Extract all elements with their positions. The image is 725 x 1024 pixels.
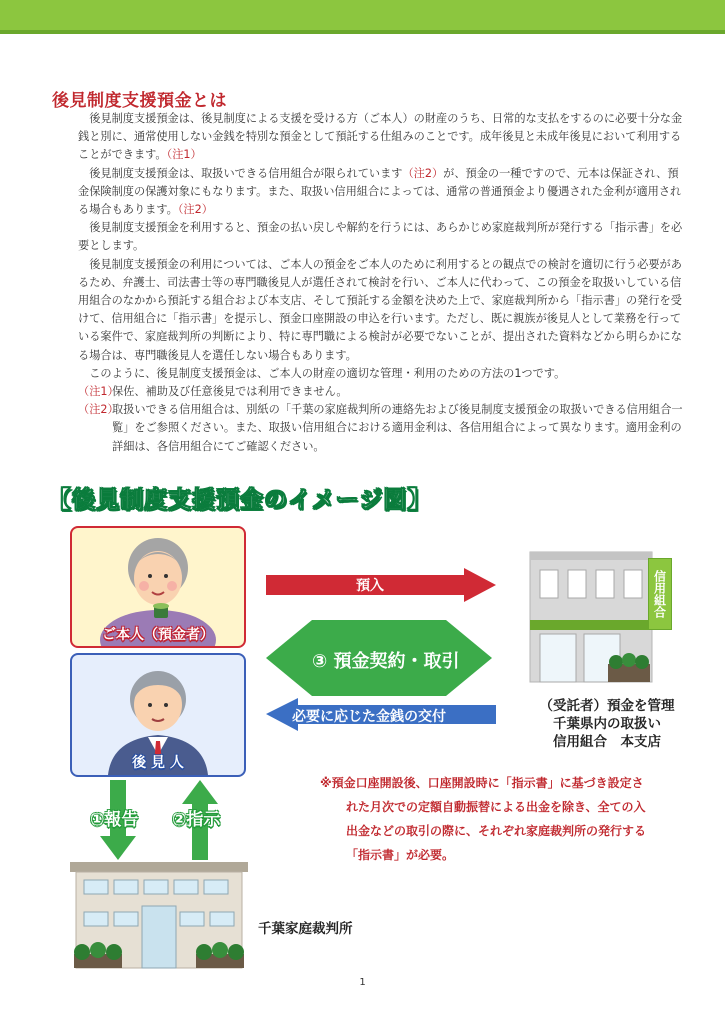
- court-caption: 千葉家庭裁判所: [258, 921, 353, 937]
- paragraph-1: 後見制度支援預金は、後見制度による支援を受ける方（ご本人）の財産のうち、日常的な支払をするのに必要十分な金銭と別に、通常使用しない金銭を特別な預金として預託する仕組みのことです。成年後見と未成年後見において利用することができます。（注1）: [78, 112, 683, 162]
- bank-sign: 信用組合: [648, 558, 672, 630]
- note-ref: （注1）: [166, 148, 202, 162]
- guardian-card: [70, 653, 246, 777]
- note-label: （注1）: [78, 385, 119, 399]
- report-label: ①報告: [90, 810, 139, 830]
- note-label: （注2）: [78, 403, 119, 417]
- note-1: （注1） 保佐、補助及び任意後見では利用できません。: [78, 383, 684, 401]
- page-number: 1: [359, 977, 366, 988]
- note-ref: （注2）: [177, 203, 213, 217]
- note-2: （注2） 取扱いできる信用組合は、別紙の「千葉の家庭裁判所の連絡先および後見制度支援預金の取扱いできる信用組合一覧」をご参照ください。また、取扱い信用組合における適用金利は、各信用組合によって異なります。適用金利の詳細は、各信用組合にてご確認ください。: [78, 403, 683, 453]
- body-text: [78, 110, 684, 456]
- paragraph-4: 後見制度支援預金の利用については、ご本人の預金をご本人のために利用するとの観点での検討を適切に行う必要があるため、弁護士、司法書士等の専門職後見人が選任されて検討を行い、ご本人に代わって、この預金を取扱いしている信用組合のなかから預託する組合および本支店、そして預託する金額を決めた上で、家庭裁判所から「指示書」の発行を受けて、信用組合に「指示書」を提示し、預金口座開設の申込を行います。ただし、既に親族が後見人として業務を行っている案件で、家庭裁判所の判断により、特に専門職による検討が必要でないことが、提出された資料などから明らかになる場合は、専門職後見人を選任しない場合もあります。: [78, 257, 682, 362]
- note-ref: （注2）: [402, 166, 444, 180]
- diagram-title: 【後見制度支援預金のイメージ図】: [48, 487, 432, 513]
- paragraph-5: このように、後見制度支援預金は、ご本人の財産の適切な管理・利用のための方法の1つです。: [89, 366, 566, 380]
- instruct-label: ②指示: [172, 810, 221, 830]
- contract-label: ③ 預金契約・取引: [312, 651, 460, 672]
- court-building-icon: [68, 862, 250, 970]
- principal-label: ご本人（預金者）: [102, 627, 214, 643]
- payout-label: 必要に応じた金銭の交付: [292, 709, 446, 725]
- guardian-label: 後 見 人: [132, 755, 184, 771]
- deposit-label: 預入: [356, 578, 384, 594]
- section-title: 後見制度支援預金とは: [52, 91, 227, 111]
- paragraph-3: 後見制度支援預金を利用すると、預金の払い戻しや解約を行うには、あらかじめ家庭裁判所が発行する「指示書」を必要とします。: [78, 221, 683, 253]
- principal-card: [70, 526, 246, 648]
- bank-caption: （受託者）預金を管理 千葉県内の取扱い 信用組合 本支店: [539, 698, 675, 750]
- header-band: [0, 0, 725, 34]
- paragraph-2: 後見制度支援預金は、取扱いできる信用組合が限られています（注2）が、預金の一種ですので、元本は保証され、預金保険制度の保護対象にもなります。また、取扱い信用組合によっては、通常の普通預金より優遇された金利が適用される場合もあります。（注2）: [78, 166, 682, 217]
- diagram-footnote: ※預金口座開設後、口座開設時に「指示書」に基づき設定さ れた月次での定額自動振替による出金を除き、全ての入 出金などの取引の際に、それぞれ家庭裁判所の発行する 「指示書」が必要。: [320, 776, 647, 862]
